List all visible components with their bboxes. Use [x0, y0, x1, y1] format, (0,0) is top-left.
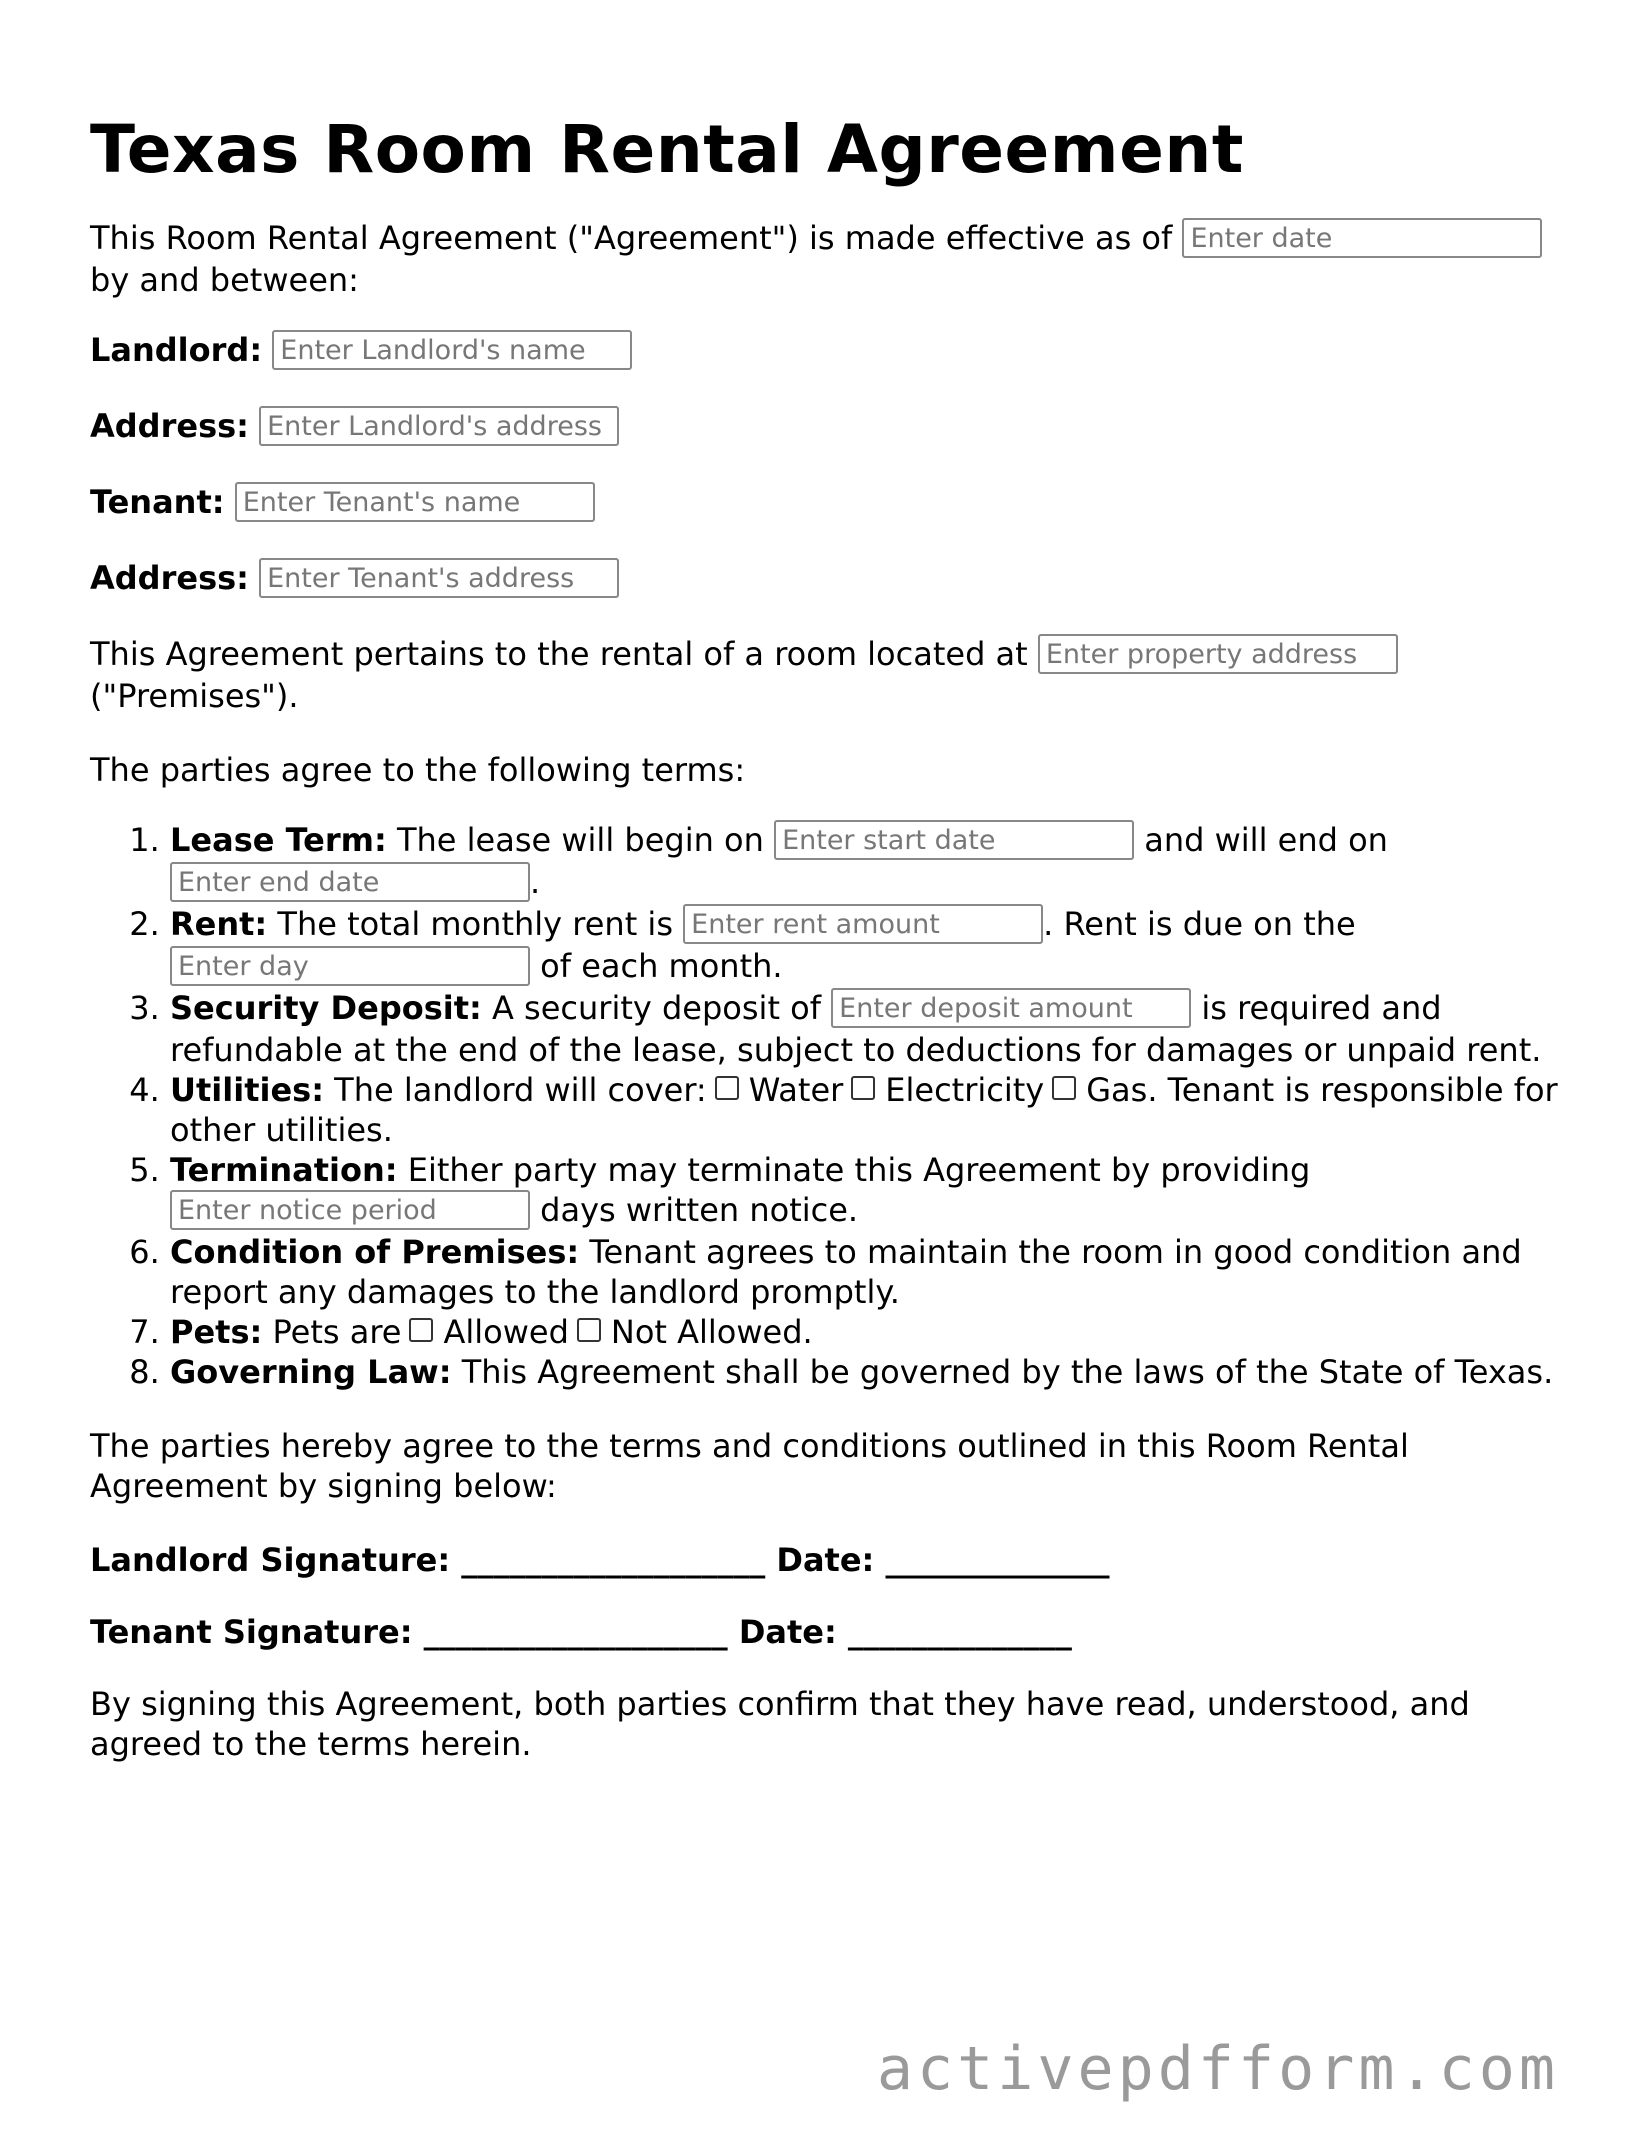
- deposit-label: Security Deposit:: [170, 989, 482, 1027]
- lease-text-2: and will end on: [1144, 821, 1388, 859]
- gas-checkbox[interactable]: [1052, 1076, 1076, 1100]
- term-rent: [170, 904, 1560, 988]
- terms-list: [90, 820, 1560, 1392]
- property-address-field[interactable]: [1038, 634, 1398, 674]
- law-label: Governing Law:: [170, 1353, 452, 1391]
- pets-not-allowed-checkbox[interactable]: [577, 1318, 601, 1342]
- tenant-signature-label: Tenant Signature:: [90, 1613, 413, 1651]
- landlord-signature-row: [90, 1540, 1560, 1580]
- term-condition: [170, 1232, 1560, 1312]
- closing-paragraph: The parties hereby agree to the terms and conditions outlined in this Room Rental Agreement by signing below:: [90, 1427, 1409, 1505]
- tenant-address-field[interactable]: [259, 558, 619, 598]
- deposit-amount-field[interactable]: [831, 988, 1191, 1028]
- watermark: activepdfform.com: [876, 2034, 1559, 2104]
- rent-amount-field[interactable]: [683, 904, 1043, 944]
- effective-date-field[interactable]: [1182, 218, 1542, 258]
- law-text: This Agreement shall be governed by the laws of the State of Texas.: [461, 1353, 1554, 1391]
- lease-label: Lease Term:: [170, 821, 387, 859]
- pets-not-allowed-label: Not Allowed.: [610, 1313, 813, 1351]
- term-termination: [170, 1150, 1560, 1232]
- rent-label: Rent:: [170, 905, 268, 943]
- landlord-signature-label: Landlord Signature:: [90, 1541, 451, 1579]
- tenant-address-row: [90, 558, 1560, 600]
- term-deposit: [170, 988, 1560, 1070]
- premises-text-after: ("Premises").: [90, 677, 299, 715]
- rent-text-1: The total monthly rent is: [277, 905, 673, 943]
- electricity-option-label: Electricity: [885, 1071, 1045, 1109]
- landlord-address-label: Address:: [90, 407, 249, 445]
- pets-text-1: Pets are: [272, 1313, 402, 1351]
- lease-text-1: The lease will begin on: [396, 821, 764, 859]
- electricity-checkbox[interactable]: [851, 1076, 875, 1100]
- tenant-label: Tenant:: [90, 483, 225, 521]
- termination-text-1: Either party may terminate this Agreement by providing: [407, 1151, 1311, 1189]
- term-governing-law: [170, 1352, 1560, 1392]
- landlord-signature-line: ___________________: [461, 1541, 766, 1579]
- intro-paragraph: [90, 218, 1560, 300]
- tenant-date-line: ______________: [847, 1613, 1072, 1651]
- lease-start-date-field[interactable]: [774, 820, 1134, 860]
- utilities-text-1: The landlord will cover:: [334, 1071, 707, 1109]
- deposit-text-2: is required and refundable at the end of the lease, subject to deductions for damages or unpaid rent.: [170, 989, 1542, 1069]
- deposit-text-1: A security deposit of: [491, 989, 821, 1027]
- intro-text: This Room Rental Agreement ("Agreement") is made effective as of: [90, 219, 1173, 257]
- term-lease: [170, 820, 1560, 904]
- landlord-label: Landlord:: [90, 331, 263, 369]
- utilities-text-2: Tenant is responsible for other utilities.: [170, 1071, 1558, 1149]
- confirmation-paragraph: By signing this Agreement, both parties confirm that they have read, understood, and agreed to the terms herein.: [90, 1685, 1470, 1763]
- utilities-label: Utilities:: [170, 1071, 324, 1109]
- landlord-date-label: Date:: [776, 1541, 875, 1579]
- tenant-row: [90, 482, 1560, 524]
- landlord-address-row: [90, 406, 1560, 448]
- pets-label: Pets:: [170, 1313, 263, 1351]
- water-option-label: Water: [748, 1071, 844, 1109]
- tenant-date-label: Date:: [738, 1613, 837, 1651]
- rent-due-day-field[interactable]: [170, 946, 530, 986]
- tenant-signature-row: [90, 1612, 1560, 1652]
- premises-text: This Agreement pertains to the rental of a room located at: [90, 635, 1028, 673]
- document-title: Texas Room Rental Agreement: [90, 111, 1244, 188]
- lease-end-date-field[interactable]: [170, 862, 530, 902]
- pets-allowed-label: Allowed: [443, 1313, 569, 1351]
- premises-paragraph: [90, 634, 1560, 716]
- gas-option-label: Gas.: [1086, 1071, 1158, 1109]
- landlord-name-field[interactable]: [272, 330, 632, 370]
- tenant-address-label: Address:: [90, 559, 249, 597]
- pets-allowed-checkbox[interactable]: [409, 1318, 433, 1342]
- water-checkbox[interactable]: [715, 1076, 739, 1100]
- rent-text-2: . Rent is due on the: [1043, 905, 1356, 943]
- termination-label: Termination:: [170, 1151, 398, 1189]
- term-utilities: [170, 1070, 1560, 1150]
- notice-period-field[interactable]: [170, 1190, 530, 1230]
- terms-intro: The parties agree to the following terms:: [90, 751, 746, 789]
- document-page: [90, 110, 1560, 1764]
- termination-text-2: days written notice.: [540, 1191, 859, 1229]
- landlord-date-line: ______________: [885, 1541, 1110, 1579]
- landlord-row: [90, 330, 1560, 372]
- rent-text-3: of each month.: [540, 947, 783, 985]
- term-pets: [170, 1312, 1560, 1352]
- tenant-name-field[interactable]: [235, 482, 595, 522]
- intro-text-after: by and between:: [90, 261, 359, 299]
- condition-label: Condition of Premises:: [170, 1233, 580, 1271]
- condition-text: Tenant agrees to maintain the room in good condition and report any damages to the landlord promptly.: [170, 1233, 1522, 1311]
- landlord-address-field[interactable]: [259, 406, 619, 446]
- tenant-signature-line: ___________________: [423, 1613, 728, 1651]
- lease-text-3: .: [530, 863, 541, 901]
